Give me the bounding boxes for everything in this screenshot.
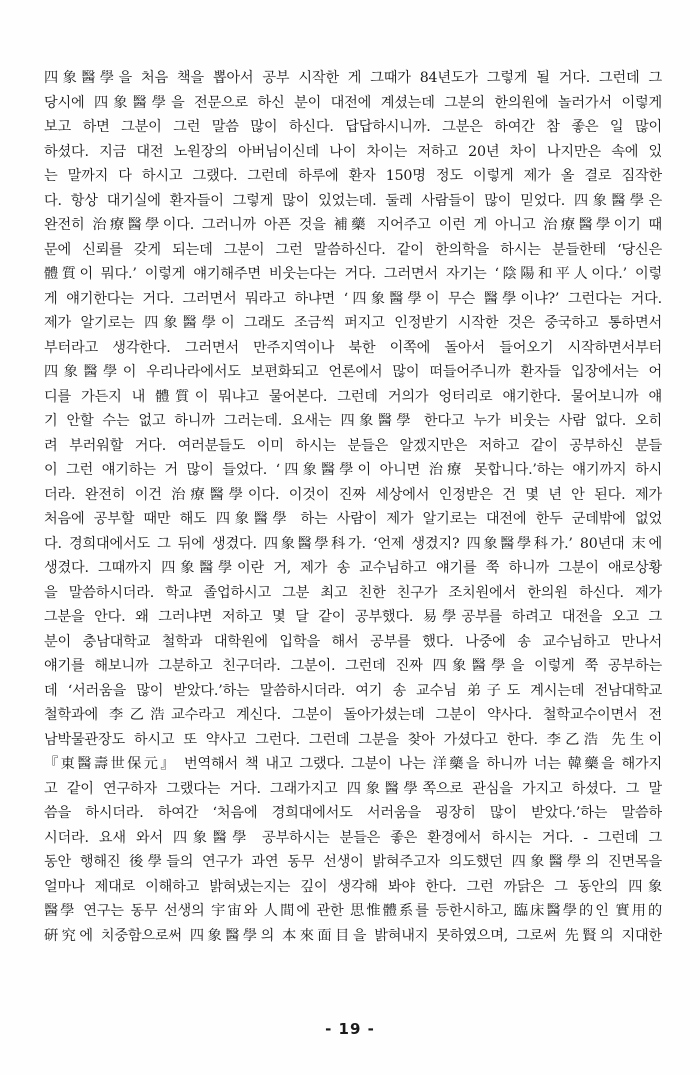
text-line: 고 같이 연구하자 그랬다는 거다. 그래가지고 四象醫學쪽으로 관심을 가지고 하셨다. 그 말	[44, 780, 662, 797]
text-line: 문에 신뢰를 갖게 되는데 그분이 그런 말씀하신다. 같이 한의학을 하시는 분들한테 ‘당신은	[44, 241, 662, 258]
body-text	[44, 66, 662, 948]
text-line: 다. 경희대에서도 그 뒤에 생겼다. 四象醫學科가. ‘언제 생겼지? 四象醫學科가.’ 80년대 末에	[44, 535, 662, 552]
text-line: 디를 가든지 내 體質이 뭐냐고 물어본다. 그런데 거의가 엉터리로 얘기한다. 물어보니까 얘	[44, 388, 662, 405]
text-line: 하셨다. 지금 대전 노원장의 아버님이신데 나이 차이는 저하고 20년 차이 나지만은 속에 있	[44, 143, 662, 160]
text-line: 처음에 공부할 때만 해도 四象醫學 하는 사람이 제가 알기로는 대전에 한두 군데밖에 없었	[44, 511, 662, 527]
text-line: 제가 알기로는 四象醫學이 그래도 조금씩 퍼지고 인정받기 시작한 것은 중국하고 통하면서	[44, 315, 662, 331]
text-line: 다. 항상 대기실에 환자들이 그렇게 많이 있었는데. 둘레 사람들이 많이 믿었다. 四象醫學은	[44, 192, 662, 209]
text-line: 시더라. 요새 와서 四象醫學 공부하시는 분들은 좋은 환경에서 하시는 거다. - 그런데 그	[44, 829, 662, 846]
text-line: 동안 행해진 後學들의 연구가 과연 동무 선생이 밝혀주고자 의도했던 四象醫學의 진면목을	[44, 854, 662, 870]
text-line: 얘기를 해보니까 그분하고 친구더라. 그분이. 그런데 진짜 四象醫學을 이렇게 쭉 공부하는	[44, 658, 662, 674]
text-line: 더라. 완전히 이건 治療醫學이다. 이것이 진짜 세상에서 인정받은 건 몇 년 안 된다. 제가	[44, 486, 662, 503]
text-line: 이 그런 얘기하는 거 많이 들었다. ‘四象醫學이 아니면 治療 못합니다.’하는 얘기까지 하시	[44, 462, 662, 478]
text-line: 완전히 治療醫學이다. 그러니까 아픈 것을 補藥 지어주고 이런 게 아니고 治療醫學이기 때	[44, 217, 662, 233]
text-line: 醫學 연구는 동무 선생의 宇宙와 人間에 관한 思惟體系를 등한시하고, 臨床醫學的인 實用的	[44, 903, 662, 919]
text-line: 데 ‘서러움을 많이 받았다.’하는 말씀하시더라. 여기 송 교수님 弟子도 계시는데 전남대학교	[44, 682, 662, 699]
text-line: 硏究에 치중함으로써 四象醫學의 本來面目을 밝혀내지 못하였으며, 그로써 先賢의 지대한	[44, 927, 662, 944]
text-line: 게 얘기한다는 거다. 그러면서 뭐라고 하냐면 ‘四象醫學이 무슨 醫學이냐?’ 그런다는 거다.	[44, 290, 662, 307]
text-line: 분이 충남대학교 철학과 대학원에 입학을 해서 공부를 했다. 나중에 송 교수님하고 만나서	[44, 633, 662, 650]
text-line: 얼마나 제대로 이해하고 밝혀냈는지는 깊이 생각해 봐야 한다. 그런 까닭은 그 동안의 四象	[44, 878, 662, 895]
text-line: 四象醫學이 우리나라에서도 보편화되고 언론에서 많이 떠들어주니까 환자들 입장에서는 어	[44, 364, 662, 380]
text-line: 그분을 안다. 왜 그러냐면 저하고 몇 달 같이 공부했다. 易學공부를 하려고 대전을 오고 그	[44, 609, 662, 625]
text-line: 는 말까지 다 하시고 그랬다. 그런데 하루에 환자 150명 정도 이렇게 제가 올 결로 짐작한	[44, 168, 662, 184]
page-number: - 19 -	[325, 1020, 375, 1038]
text-line: 철학과에 李乙浩교수라고 계신다. 그분이 돌아가셨는데 그분이 약사다. 철학교수이면서 전	[44, 707, 662, 723]
text-line: 남박물관장도 하시고 또 약사고 그런다. 그런데 그분을 찾아 가셨다고 한다. 李乙浩 先生이	[44, 731, 662, 748]
text-line: 을 말씀하시더라. 학교 졸업하시고 그분 최고 친한 친구가 조치원에서 한의원 하신다. 제가	[44, 584, 662, 601]
text-line: 생겼다. 그때까지 四象醫學이란 거, 제가 송 교수님하고 얘기를 쭉 하니까 그분이 애로상황	[44, 560, 662, 576]
text-line: 씀을 하시더라. 하여간 ‘처음에 경희대에서도 서러움을 굉장히 많이 받았다.’하는 말씀하	[44, 805, 662, 821]
text-line: 『東醫壽世保元』 번역해서 책 내고 그랬다. 그분이 나는 洋藥을 하니까 너는 韓藥을 해가지	[44, 756, 662, 772]
text-line: 부터라고 생각한다. 그러면서 만주지역이나 북한 이쪽에 돌아서 들어오기 시작하면서부터	[44, 339, 662, 356]
text-line: 당시에 四象醫學을 전문으로 하신 분이 대전에 계셨는데 그분의 한의원에 놀러가서 이렇게	[44, 94, 662, 111]
text-line: 기 안할 수는 없고 하니까 그러는데. 요새는 四象醫學 한다고 누가 비웃는 사람 없다. 오히	[44, 413, 662, 429]
text-line: 四象醫學을 처음 책을 뽑아서 공부 시작한 게 그때가 84년도가 그렇게 될 거다. 그런데 그	[44, 70, 662, 86]
text-line: 려 부러워할 거다. 여러분들도 이미 하시는 분들은 알겠지만은 저하고 같이 공부하신 분들	[44, 437, 662, 454]
text-line: 體質이 뭐다.’ 이렇게 얘기해주면 비웃는다는 거다. 그러면서 자기는 ‘陰陽和平人이다.’ 이렇	[44, 266, 662, 282]
text-line: 보고 하면 그분이 그런 말씀 많이 하신다. 답답하시니까. 그분은 하여간 참 좋은 일 많이	[44, 119, 662, 135]
